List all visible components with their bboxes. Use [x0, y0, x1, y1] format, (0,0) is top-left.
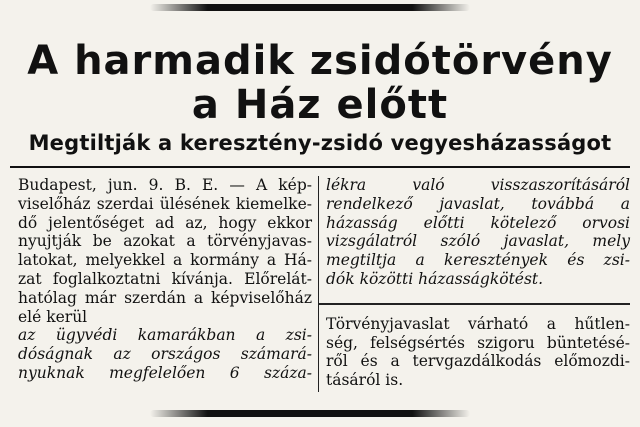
subheadline-divider	[10, 166, 630, 168]
italic-text-line: vizsgálatról szóló javaslat, mely	[326, 232, 630, 251]
italic-text-line: nyuknak megfelelően 6 száza-	[18, 363, 312, 382]
bottom-ornament-rule	[150, 410, 470, 417]
headline-line-2: a Ház előtt	[191, 82, 449, 128]
text-line: ről és a tervgazdálkodás előmozdi-	[326, 352, 630, 371]
text-line: zat foglalkoztatni kívánja. Előrelát-	[18, 269, 312, 288]
section-separator	[318, 303, 630, 305]
text-line: tásáról is.	[326, 371, 404, 390]
italic-text-line: lékra való visszaszorításáról	[326, 176, 630, 194]
right-column	[326, 176, 630, 390]
subheadline: Megtiltják a keresztény-zsidó vegyesházasságot	[28, 131, 612, 155]
column-divider	[318, 176, 319, 392]
text-line: nyujtják be azokat a törvényjavas-	[18, 232, 312, 251]
text-line: dő jelentőséget ad az, hogy ekkor	[18, 213, 312, 232]
italic-text-line: rendelkező javaslat, továbbá a	[326, 194, 630, 213]
italic-text-line: dóságnak az országos számará-	[18, 345, 312, 364]
italic-text-line: az ügyvédi kamarákban a zsi-	[18, 326, 312, 345]
text-line: viselőház szerdai ülésének kiemelke-	[18, 194, 312, 213]
text-line: Budapest, jun. 9. B. E. — A kép-	[18, 176, 312, 194]
text-line: latokat, melyekkel a kormány a Há-	[18, 251, 312, 270]
top-ornament-rule	[150, 4, 470, 11]
italic-text-line: dók közötti házasságkötést.	[326, 269, 544, 288]
text-line: elé kerül	[18, 307, 88, 326]
text-line: hatólag már szerdán a képviselőház	[18, 288, 312, 307]
italic-text-line: házasság előtti kötelező orvosi	[326, 213, 630, 232]
text-line: Törvényjavaslat várható a hűtlen-	[326, 314, 630, 333]
left-column	[18, 176, 312, 383]
text-line: ség, felségsértés szigoru büntetésé-	[326, 333, 630, 352]
italic-text-line: megtiltja a keresztények és zsi-	[326, 251, 630, 270]
left-paragraph	[18, 176, 312, 383]
headline-line-1: A harmadik zsidótörvény	[27, 38, 613, 84]
right-paragraph	[326, 315, 630, 390]
right-italic-paragraph	[326, 176, 630, 289]
